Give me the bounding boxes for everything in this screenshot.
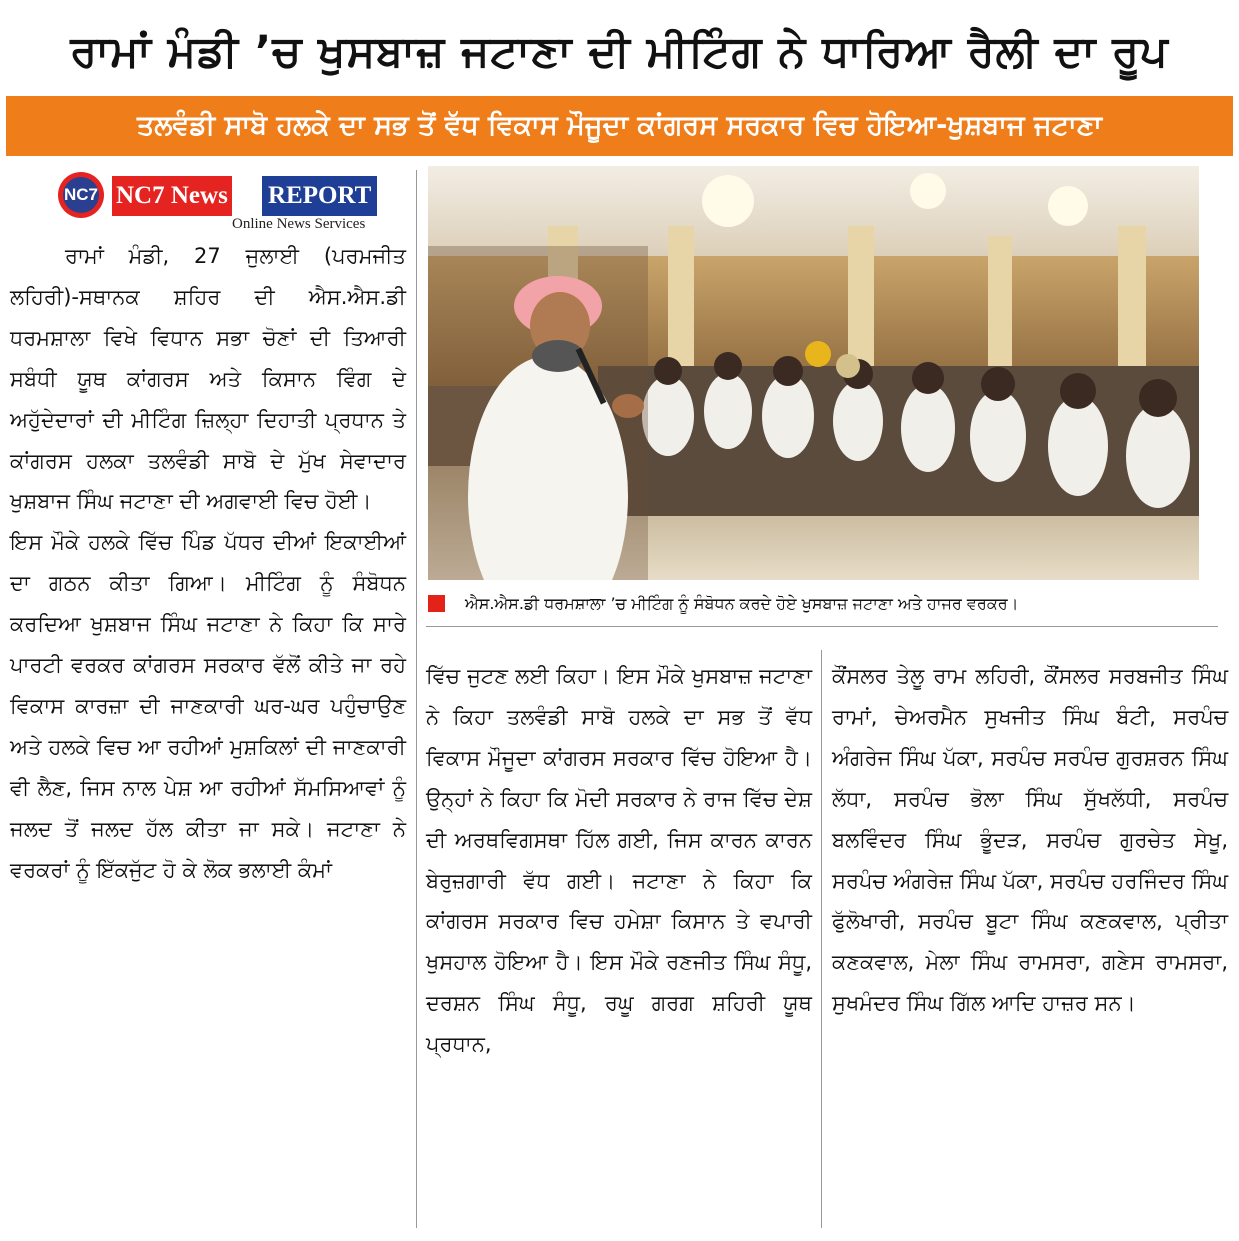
nc7-logo-icon: [58, 172, 104, 218]
logo-mark-text: NC7: [63, 177, 99, 213]
article-column-2: [426, 656, 812, 1065]
caption-square-icon: [428, 595, 445, 612]
article-paragraph: ਕੌਂਸਲਰ ਤੇਲੂ ਰਾਮ ਲਹਿਰੀ, ਕੌਂਸਲਰ ਸਰਬਜੀਤ ਸਿੰਘ ਰਾਮਾਂ, ਚੇਅਰਮੈਨ ਸੁਖਜੀਤ ਸਿੰਘ ਬੰਟੀ, ਸਰਪੰਚ ਅੰਗਰੇਜ ਸਿੰਘ ਪੱਕਾ, ਸਰਪੰਚ ਸਰਪੰਚ ਗੁਰਸ਼ਰਨ ਸਿੰਘ ਲੱਧਾ, ਸਰਪੰਚ ਭੋਲਾ ਸਿੰਘ ਸੁੱਖਲੱਧੀ, ਸਰਪੰਚ ਬਲਵਿੰਦਰ ਸਿੰਘ ਭੂੰਦੜ, ਸਰਪੰਚ ਗੁਰਚੇਤ ਸੇਖੂ, ਸਰਪੰਚ ਅੰਗਰੇਜ਼ ਸਿੰਘ ਪੱਕਾ, ਸਰਪੰਚ ਹਰਜਿੰਦਰ ਸਿੰਘ ਫੁੱਲੋਖਾਰੀ, ਸਰਪੰਚ ਬੂਟਾ ਸਿੰਘ ਕਣਕਵਾਲ, ਪ੍ਰੀਤਾ ਕਣਕਵਾਲ, ਮੇਲਾ ਸਿੰਘ ਰਾਮਸਰਾ, ਗਣੇਸ ਰਾਮਸਰਾ, ਸੁਖਮੰਦਰ ਸਿੰਘ ਗਿੱਲ ਆਦਿ ਹਾਜ਼ਰ ਸਨ।: [832, 664, 1228, 1016]
logo-report: REPORT: [262, 176, 377, 216]
article-paragraph: ਇਸ ਮੌਕੇ ਹਲਕੇ ਵਿੱਚ ਪਿੰਡ ਪੱਧਰ ਦੀਆਂ ਇਕਾਈਆਂ ਦਾ ਗਠਨ ਕੀਤਾ ਗਿਆ। ਮੀਟਿੰਗ ਨੂੰ ਸੰਬੋਧਨ ਕਰਦਿਆ ਖੁਸ਼ਬਾਜ ਸਿੰਘ ਜਟਾਣਾ ਨੇ ਕਿਹਾ ਕਿ ਸਾਰੇ ਪਾਰਟੀ ਵਰਕਰ ਕਾਂਗਰਸ ਸਰਕਾਰ ਵੱਲੋਂ ਕੀਤੇ ਜਾ ਰਹੇ ਵਿਕਾਸ ਕਾਰਜ਼ਾ ਦੀ ਜਾਣਕਾਰੀ ਘਰ-ਘਰ ਪਹੁੰਚਾਉਣ ਅਤੇ ਹਲਕੇ ਵਿਚ ਆ ਰਹੀਆਂ ਮੁਸ਼ਕਿਲਾਂ ਦੀ ਜਾਣਕਾਰੀ ਵੀ ਲੈਣ, ਜਿਸ ਨਾਲ ਪੇਸ਼ ਆ ਰਹੀਆਂ ਸੱਮਸਿਆਵਾਂ ਨੂੰ ਜਲਦ ਤੋਂ ਜਲਦ ਹੱਲ ਕੀਤਾ ਜਾ ਸਕੇ। ਜਟਾਣਾ ਨੇ ਵਰਕਰਾਂ ਨੂੰ ਇੱਕਜੁੱਟ ਹੋ ਕੇ ਲੋਕ ਭਲਾਈ ਕੰਮਾਂ: [10, 530, 406, 882]
column-divider: [821, 650, 822, 1228]
photo-caption: [428, 590, 1218, 618]
article-dateline-paragraph: ਰਾਮਾਂ ਮੰਡੀ, 27 ਜੁਲਾਈ (ਪਰਮਜੀਤ ਲਹਿਰੀ)-ਸਥਾਨਕ ਸ਼ਹਿਰ ਦੀ ਐਸ.ਐਸ.ਡੀ ਧਰਮਸ਼ਾਲਾ ਵਿਖੇ ਵਿਧਾਨ ਸਭਾ ਚੋਣਾਂ ਦੀ ਤਿਆਰੀ ਸਬੰਧੀ ਯੂਥ ਕਾਂਗਰਸ ਅਤੇ ਕਿਸਾਨ ਵਿੰਗ ਦੇ ਅਹੁੱਦੇਦਾਰਾਂ ਦੀ ਮੀਟਿੰਗ ਜ਼ਿਲ੍ਹਾ ਦਿਹਾਤੀ ਪ੍ਰਧਾਨ ਤੇ ਕਾਂਗਰਸ ਹਲਕਾ ਤਲਵੰਡੀ ਸਾਬੋ ਦੇ ਮੁੱਖ ਸੇਵਾਦਾਰ ਖੁਸ਼ਬਾਜ ਸਿੰਘ ਜਟਾਣਾ ਦੀ ਅਗਵਾਈ ਵਿਚ ਹੋਈ।: [10, 244, 406, 514]
column-divider: [416, 170, 417, 1228]
publisher-logo: [58, 172, 386, 234]
article-column-3: [832, 656, 1228, 1024]
logo-name: NC7 News: [112, 176, 232, 216]
headline: ਰਾਮਾਂ ਮੰਡੀ ’ਚ ਖੁਸਬਾਜ਼ ਜਟਾਣਾ ਦੀ ਮੀਟਿੰਗ ਨੇ ਧਾਰਿਆ ਰੈਲੀ ਦਾ ਰੂਪ: [70, 27, 1169, 77]
caption-text: ਐਸ.ਐਸ.ਡੀ ਧਰਮਸ਼ਾਲਾ ’ਚ ਮੀਟਿੰਗ ਨੂੰ ਸੰਬੋਧਨ ਕਰਦੇ ਹੋਏ ਖੁਸਬਾਜ਼ ਜਟਾਣਾ ਅਤੇ ਹਾਜਰ ਵਰਕਰ।: [465, 594, 1019, 613]
article-paragraph: ਵਿੱਚ ਜੁਟਣ ਲਈ ਕਿਹਾ। ਇਸ ਮੌਕੇ ਖੁਸਬਾਜ਼ ਜਟਾਣਾ ਨੇ ਕਿਹਾ ਤਲਵੰਡੀ ਸਾਬੋ ਹਲਕੇ ਦਾ ਸਭ ਤੋਂ ਵੱਧ ਵਿਕਾਸ ਮੌਜੂਦਾ ਕਾਂਗਰਸ ਸਰਕਾਰ ਵਿੱਚ ਹੋਇਆ ਹੈ। ਉਨ੍ਹਾਂ ਨੇ ਕਿਹਾ ਕਿ ਮੋਦੀ ਸਰਕਾਰ ਨੇ ਰਾਜ ਵਿੱਚ ਦੇਸ਼ ਦੀ ਅਰਥਵਿਗਸਥਾ ਹਿੱਲ ਗਈ, ਜਿਸ ਕਾਰਨ ਕਾਰਨ ਬੇਰੁਜ਼ਗਾਰੀ ਵੱਧ ਗਈ। ਜਟਾਣਾ ਨੇ ਕਿਹਾ ਕਿ ਕਾਂਗਰਸ ਸਰਕਾਰ ਵਿਚ ਹਮੇਸ਼ਾ ਕਿਸਾਨ ਤੇ ਵਪਾਰੀ ਖੁਸਹਾਲ ਹੋਇਆ ਹੈ। ਇਸ ਮੌਕੇ ਰਣਜੀਤ ਸਿੰਘ ਸੰਧੂ, ਦਰਸ਼ਨ ਸਿੰਘ ਸੰਧੂ, ਰਘੂ ਗਰਗ ਸ਼ਹਿਰੀ ਯੂਥ ਪ੍ਰਧਾਨ,: [426, 664, 812, 1057]
photo-icon: [428, 166, 1199, 580]
meeting-photo: [428, 166, 1199, 580]
article-column-1: [10, 236, 406, 891]
section-divider: [426, 626, 1218, 627]
logo-tagline: Online News Services: [232, 216, 366, 232]
subheadline-banner: ਤਲਵੰਡੀ ਸਾਬੋ ਹਲਕੇ ਦਾ ਸਭ ਤੋਂ ਵੱਧ ਵਿਕਾਸ ਮੌਜੂਦਾ ਕਾਂਗਰਸ ਸਰਕਾਰ ਵਿਚ ਹੋਇਆ-ਖੁਸ਼ਬਾਜ ਜਟਾਣਾ: [6, 96, 1233, 156]
